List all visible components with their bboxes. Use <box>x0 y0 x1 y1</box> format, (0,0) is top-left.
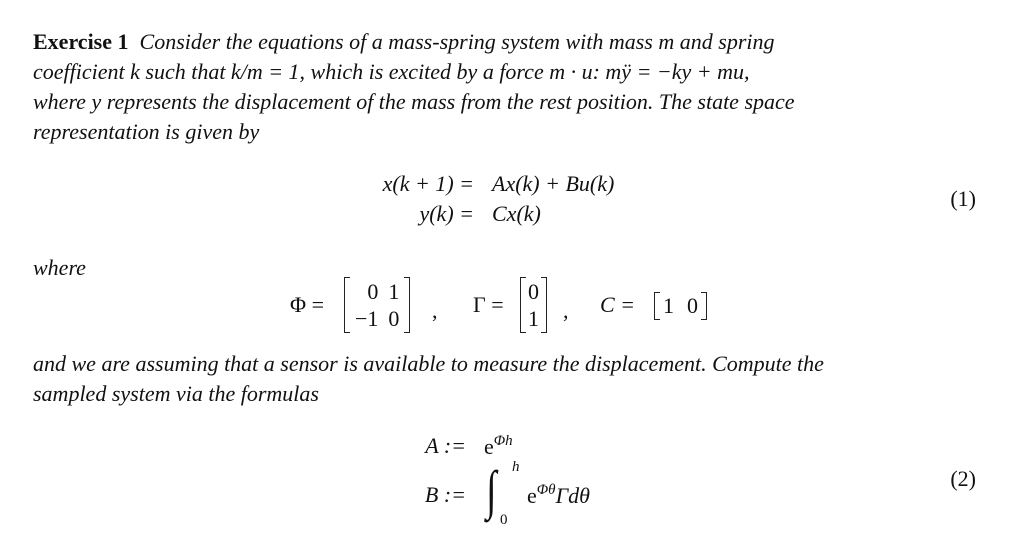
assumption-line-1: and we are assuming that a sensor is available to measure the displacement. Compute the <box>33 351 824 376</box>
eq2-b-lhs: B := <box>424 482 466 507</box>
where-text: where <box>33 255 86 280</box>
eq1-lhs-1: x(k + 1) = <box>382 171 474 196</box>
c-right-bracket <box>701 292 707 320</box>
intro-line-1: Exercise 1 Consider the equations of a mass-spring system with mass m and spring <box>33 29 775 54</box>
phi-entry: 1 <box>388 279 400 304</box>
phi-entries <box>350 278 404 332</box>
eq1-rhs-2: Cx(k) <box>492 201 541 226</box>
eq1-lhs-2: y(k) = <box>419 201 474 226</box>
c-entries <box>660 293 701 319</box>
assumption-line-2: sampled system via the formulas <box>33 381 319 406</box>
eq2-b-integrand: $e^{\Phi\theta}\Gamma d\theta$ <box>527 482 590 508</box>
gamma-matrix <box>520 277 547 333</box>
intro-line-4: representation is given by <box>33 119 260 144</box>
exercise-intro <box>33 27 979 147</box>
intro-line-3: where y represents the displacement of the mass from the rest position. The state space <box>33 89 795 114</box>
intro-line-2: coefficient k such that k/m = 1, which is excited by a force m · u: mÿ = −ky + mu, <box>33 59 750 84</box>
comma-2: , <box>563 298 569 323</box>
phi-matrix <box>344 277 410 333</box>
eq1-rhs-1: Ax(k) + Bu(k) <box>492 171 615 196</box>
phi-right-bracket <box>404 277 410 333</box>
c-entry: 0 <box>687 293 698 318</box>
gamma-entry: 0 <box>528 279 539 304</box>
equation-1-number: (1) <box>950 186 976 211</box>
integral-sign: ∫ <box>486 460 497 520</box>
phi-entry: −1 <box>355 306 379 331</box>
gamma-right-bracket <box>541 277 547 333</box>
equation-2-number: (2) <box>950 466 976 491</box>
eq2-a-lhs: A := <box>425 433 466 458</box>
integral-upper-limit: h <box>512 459 520 475</box>
c-matrix <box>654 292 707 320</box>
eq2-b-exponent: Φθ <box>536 482 556 498</box>
c-entry: 1 <box>663 293 674 318</box>
gamma-label: Γ = <box>473 292 504 317</box>
c-label: C = <box>600 292 636 317</box>
eq2-a-exponent: Φh <box>493 433 513 449</box>
gamma-entry: 1 <box>528 306 539 331</box>
phi-entry: 0 <box>367 279 379 304</box>
exercise-label: Exercise 1 <box>33 29 129 54</box>
phi-label: Φ = <box>290 292 324 317</box>
integral-lower-limit: 0 <box>500 512 508 528</box>
phi-entry: 0 <box>388 306 400 331</box>
comma-1: , <box>432 298 438 323</box>
gamma-entries <box>526 278 541 332</box>
assumption-text <box>33 349 979 409</box>
eq2-a-rhs: $e^{\Phi h}$ <box>484 433 513 459</box>
